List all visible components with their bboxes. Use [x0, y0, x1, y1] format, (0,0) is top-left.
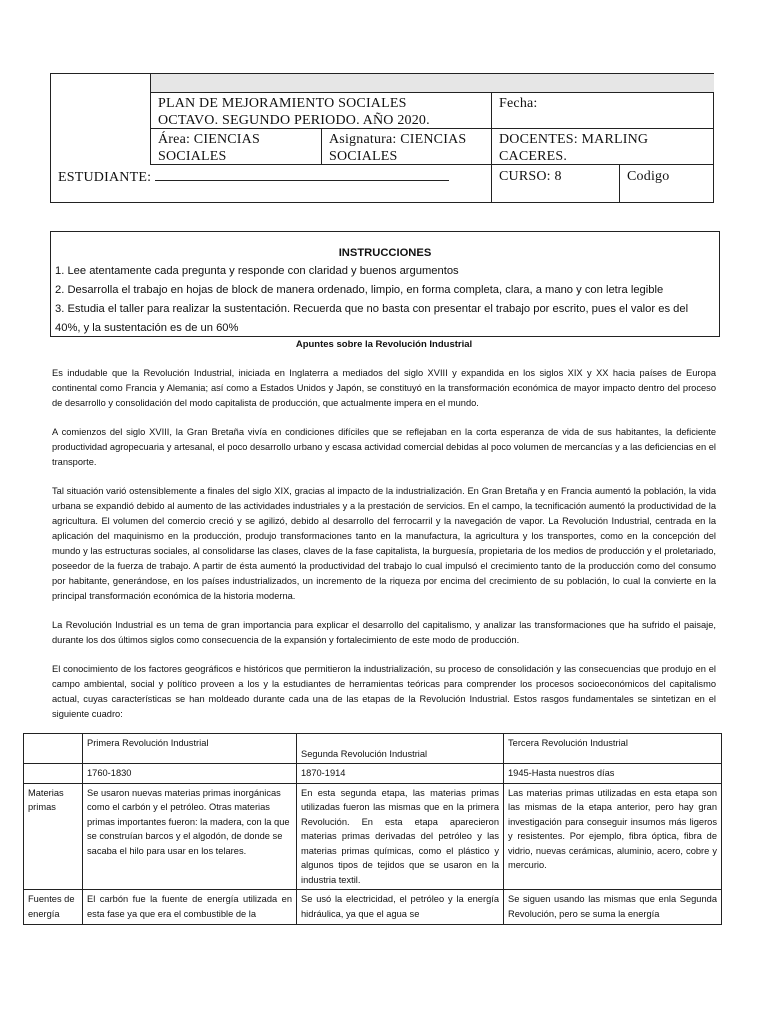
- paragraph: El conocimiento de los factores geográficos e históricos que permitieron la industrialización, su proceso de consolidación y las consecuencias que produjo en el campo ambiental, social y político proveen a los y la estudiantes de herramientas teóricas para comprender los procesos socioeconómicos del capitalismo actual, cuyas características se han moldeado durante cada una de las etapas de la Revolución Industrial. Estos rasgos fundamentales se sintetizan en el siguiente cuadro:: [52, 664, 716, 719]
- table-header-cell: Tercera Revolución Industrial: [504, 734, 722, 764]
- codigo-field: Codigo: [627, 169, 670, 184]
- notes-body: [52, 366, 716, 736]
- table-cell: Se usaron nuevas materias primas inorgánicas como el carbón y el petróleo. Otras materias primas importantes fueron: la madera, con la que se construían barcos y el algodón, de donde se sacaba el hilo para usar en los telares.: [83, 783, 297, 890]
- curso-field: CURSO: 8: [492, 165, 620, 202]
- instructions-title: INSTRUCCIONES: [338, 247, 432, 259]
- asignatura-line2: SOCIALES: [329, 149, 398, 164]
- table-header-row: [24, 734, 722, 764]
- table-cell: Las materias primas utilizadas en esta etapa son las mismas de la etapa anterior, pero hay gran investigación para conseguir insumos más ligeros y resistentes. Por ejemplo, fibra óptica, fibra de vidrio, nuevas cerámicas, aluminio, acero, cobre y mercurio.: [504, 783, 722, 890]
- paragraph: Tal situación varió ostensiblemente a finales del siglo XIX, gracias al impacto de la industrialización. En Gran Bretaña y en Francia aumentó la población, la vida urbana se expandió debido al aumento de las actividades industriales y a la prestación de servicios. En el campo, la tecnificación aumentó la productividad de la agricultura. El volumen del comercio creció y se agilizó, debido al desarrollo del ferrocarril y la navegación de vapor. La Revolución Industrial, centrada en la aplicación del maquinismo en la producción, produjo transformaciones tanto en la manufactura, la agricultura y los transportes, como en la concepción del mundo y las estructuras sociales, al consolidarse las clases, claves de la fase capitalista, la burguesía, propietaria de los medios de producción y el proletariado, poseedor de la fuerza de trabajo. A partir de ésta aumentó la productividad del trabajo lo cual impulsó el crecimiento tanto de la producción como del consumo por habitante, generándose, en los países industrializados, un incremento de la riqueza por encima del crecimiento de su población, lo cual la convierte en la principal transformación económica de la historia moderna.: [52, 486, 716, 601]
- plan-title: [151, 93, 492, 129]
- asignatura-cell: [322, 129, 492, 165]
- table-period-cell: [24, 764, 83, 784]
- area-cell: [151, 129, 322, 165]
- table-cell-text: El carbón fue la fuente de energía utilizada en esta fase ya que era el combustible de la: [87, 894, 292, 919]
- table-period-cell: 1945-Hasta nuestros días: [504, 764, 722, 784]
- paragraph: Es indudable que la Revolución Industrial, iniciada en Inglaterra a mediados del siglo XVIII y expandida en los siglos XIX y XX hacia países de Europa continental como Francia y Alemania; así como a Estados Unidos y Japón, se constituyó en la transformación económica de mayor impacto dentro del proceso de desarrollo y consolidación del modo capitalista de producción, que actualmente impera en el mundo.: [52, 368, 716, 408]
- table-row: [24, 890, 722, 925]
- table-cell: [83, 890, 297, 925]
- estudiante-name-line[interactable]: [155, 168, 449, 181]
- row-label: [24, 890, 83, 925]
- table-period-cell: 1760-1830: [83, 764, 297, 784]
- docentes-line1: DOCENTES: MARLING: [499, 132, 649, 147]
- paragraph: A comienzos del siglo XVIII, la Gran Bretaña vivía en condiciones difíciles que se reflejaban en la corta esperanza de vida de sus habitantes, la deficiente productividad agropecuaria y artesanal, el poco desarrollo urbano y escasa actividad comercial debidas al poco volumen de mercancías y a las deficiencias en el transporte.: [52, 427, 716, 467]
- table-period-cell: 1870-1914: [297, 764, 504, 784]
- docentes-line2: CACERES.: [499, 149, 568, 164]
- table-row: [24, 783, 722, 890]
- table-cell: [297, 890, 504, 925]
- plan-title-line2: OCTAVO. SEGUNDO PERIODO. AÑO 2020.: [158, 113, 430, 128]
- row-label: Materias primas: [24, 783, 83, 890]
- estudiante-label: ESTUDIANTE:: [58, 170, 152, 185]
- table-period-row: [24, 764, 722, 784]
- table-cell: En esta segunda etapa, las materias primas utilizadas fueron las mismas que en la primera Revolución. En esta etapa aparecieron materias primas derivadas del petróleo y las materias primas químicas, como el plástico y algunos tipos de tejidos que se usaron en la industria textil.: [297, 783, 504, 890]
- instruction-item-3: 3. Estudia el taller para realizar la sustentación. Recuerda que no basta con presentar el trabajo por escrito, pues el valor es del 40%, y la sustentación es de un 60%: [55, 303, 689, 334]
- area-line2: SOCIALES: [158, 149, 227, 164]
- table-header-cell: Segunda Revolución Industrial: [297, 734, 504, 764]
- table-cell-text: Se siguen usando las mismas que enla Segunda Revolución, pero se suma la energía: [508, 894, 717, 919]
- instructions-box: [50, 231, 720, 337]
- fecha-field: Fecha:: [492, 93, 714, 129]
- plan-title-line1: PLAN DE MEJORAMIENTO SOCIALES: [158, 96, 407, 111]
- row-label-text: Fuentes de energía: [28, 894, 75, 919]
- header-table: [50, 73, 714, 203]
- table-cell-text: Se usó la electricidad, el petróleo y la energía hidráulica, ya que el agua se: [301, 894, 499, 919]
- asignatura-line1: Asignatura: CIENCIAS: [329, 132, 467, 147]
- revolution-table: [23, 733, 722, 925]
- header-band: [151, 74, 714, 93]
- area-line1: Área: CIENCIAS: [158, 132, 260, 147]
- apuntes-title: Apuntes sobre la Revolución Industrial: [295, 339, 473, 350]
- table-cell: [504, 890, 722, 925]
- paragraph: La Revolución Industrial es un tema de gran importancia para explicar el desarrollo del capitalismo, y analizar las transformaciones que ha sufrido el paisaje, durante los dos últimos siglos como consecuencia de la expansión y fortalecimiento de este modo de producción.: [52, 620, 716, 645]
- table-header-cell: [24, 734, 83, 764]
- docentes-cell: [492, 129, 714, 165]
- table-header-cell: Primera Revolución Industrial: [83, 734, 297, 764]
- estudiante-field[interactable]: [51, 165, 492, 202]
- instruction-item-2: 2. Desarrolla el trabajo en hojas de block de manera ordenado, limpio, en forma completa, clara, a mano y con letra legible: [55, 284, 664, 296]
- instruction-item-1: 1. Lee atentamente cada pregunta y responde con claridad y buenos argumentos: [55, 265, 459, 277]
